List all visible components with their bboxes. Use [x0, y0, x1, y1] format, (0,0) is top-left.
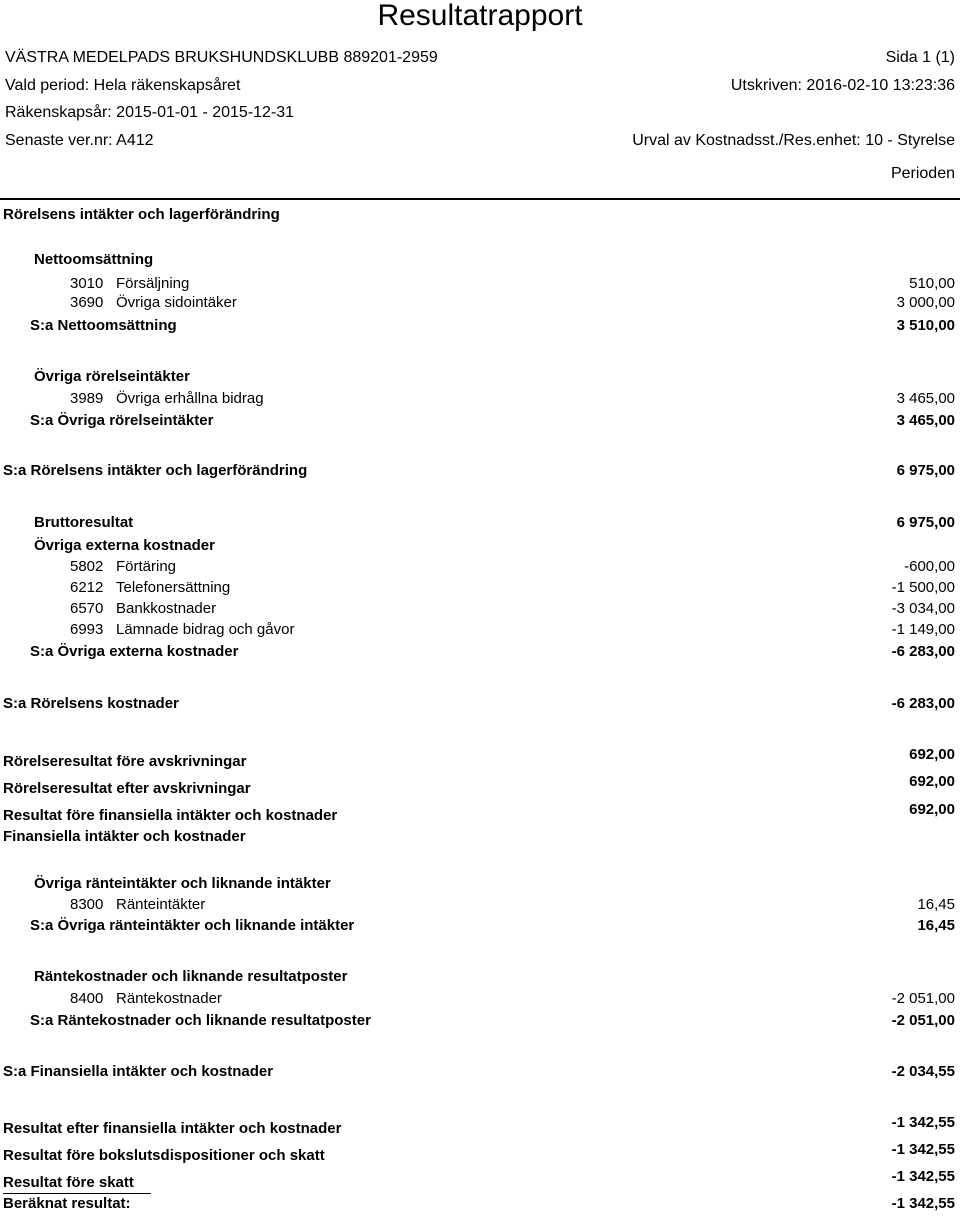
header-rule — [0, 198, 960, 200]
result-amount: -1 342,55 — [891, 1168, 955, 1185]
account-amount: 3 000,00 — [896, 294, 955, 311]
calculated-result-amount: -1 342,55 — [891, 1195, 955, 1212]
subtotal-label: S:a Övriga rörelseintäkter — [30, 412, 214, 429]
account-amount: 3 465,00 — [896, 390, 955, 407]
account-row: 8300 Ränteintäkter — [70, 896, 206, 913]
group-heading: Nettoomsättning — [34, 251, 154, 268]
result-label: Resultat före skatt — [3, 1174, 134, 1191]
subtotal-amount: 3 465,00 — [896, 412, 955, 429]
gross-result-label: Bruttoresultat — [34, 514, 134, 531]
latest-voucher-number: Senaste ver.nr: A412 — [5, 132, 154, 149]
result-label: Rörelseresultat före avskrivningar — [3, 753, 247, 770]
account-row: 3690 Övriga sidointäker — [70, 294, 237, 311]
group-heading: Övriga externa kostnader — [34, 537, 215, 554]
subtotal-label: S:a Övriga externa kostnader — [30, 643, 239, 660]
section-total-label: S:a Finansiella intäkter och kostnader — [3, 1063, 274, 1080]
account-row: 6570 Bankkostnader — [70, 600, 217, 617]
account-amount: -1 500,00 — [891, 579, 955, 596]
section-total-amount: 6 975,00 — [896, 462, 955, 479]
result-label: Rörelseresultat efter avskrivningar — [3, 780, 251, 797]
account-amount: 510,00 — [909, 275, 955, 292]
calculated-result-label: Beräknat resultat: — [3, 1195, 131, 1212]
organization-name: VÄSTRA MEDELPADS BRUKSHUNDSKLUBB 889201-2959 — [5, 49, 438, 66]
cost-center-selection: Urval av Kostnadsst./Res.enhet: 10 - Styrelse — [632, 132, 955, 149]
subtotal-amount: 3 510,00 — [896, 317, 955, 334]
column-header-period: Perioden — [890, 165, 955, 182]
subtotal-label: S:a Räntekostnader och liknande resultatposter — [30, 1012, 371, 1029]
page-number: Sida 1 (1) — [885, 49, 955, 66]
result-amount: -1 342,55 — [891, 1114, 955, 1131]
result-amount: 692,00 — [909, 801, 955, 818]
gross-result-amount: 6 975,00 — [896, 514, 955, 531]
account-row: 8400 Räntekostnader — [70, 990, 222, 1007]
subtotal-label: S:a Övriga ränteintäkter och liknande intäkter — [30, 917, 355, 934]
section-total-amount: -2 034,55 — [891, 1063, 955, 1080]
printed-timestamp: Utskriven: 2016-02-10 13:23:36 — [730, 77, 955, 94]
subtotal-amount: -6 283,00 — [891, 643, 955, 660]
subtotal-label: S:a Nettoomsättning — [30, 317, 177, 334]
result-amount: 692,00 — [909, 746, 955, 763]
account-row: 3010 Försäljning — [70, 275, 190, 292]
account-amount: -3 034,00 — [891, 600, 955, 617]
result-label: Resultat efter finansiella intäkter och kostnader — [3, 1120, 342, 1137]
section-total-label: S:a Rörelsens intäkter och lagerförändring — [3, 462, 308, 479]
result-label: Resultat före bokslutsdispositioner och skatt — [3, 1147, 325, 1164]
account-row: 5802 Förtäring — [70, 558, 177, 575]
account-row: 6993 Lämnade bidrag och gåvor — [70, 621, 295, 638]
account-row: 3989 Övriga erhållna bidrag — [70, 390, 264, 407]
account-amount: -2 051,00 — [891, 990, 955, 1007]
group-heading: Övriga ränteintäkter och liknande intäkter — [34, 875, 331, 892]
account-row: 6212 Telefonersättning — [70, 579, 231, 596]
result-amount: 692,00 — [909, 773, 955, 790]
section-total-label: S:a Rörelsens kostnader — [3, 695, 179, 712]
account-amount: -1 149,00 — [891, 621, 955, 638]
account-amount: -600,00 — [904, 558, 955, 575]
subtotal-amount: 16,45 — [917, 917, 955, 934]
selected-period: Vald period: Hela räkenskapsåret — [5, 77, 241, 94]
section-heading: Rörelsens intäkter och lagerförändring — [3, 206, 280, 223]
account-amount: 16,45 — [917, 896, 955, 913]
section-total-amount: -6 283,00 — [891, 695, 955, 712]
fiscal-year: Räkenskapsår: 2015-01-01 - 2015-12-31 — [5, 104, 295, 121]
result-amount: -1 342,55 — [891, 1141, 955, 1158]
section-heading: Finansiella intäkter och kostnader — [3, 828, 246, 845]
result-label: Resultat före finansiella intäkter och kostnader — [3, 807, 338, 824]
underline-rule — [3, 1193, 151, 1194]
group-heading: Övriga rörelseintäkter — [34, 368, 190, 385]
report-title: Resultatrapport — [377, 0, 583, 32]
subtotal-amount: -2 051,00 — [891, 1012, 955, 1029]
group-heading: Räntekostnader och liknande resultatposter — [34, 968, 348, 985]
